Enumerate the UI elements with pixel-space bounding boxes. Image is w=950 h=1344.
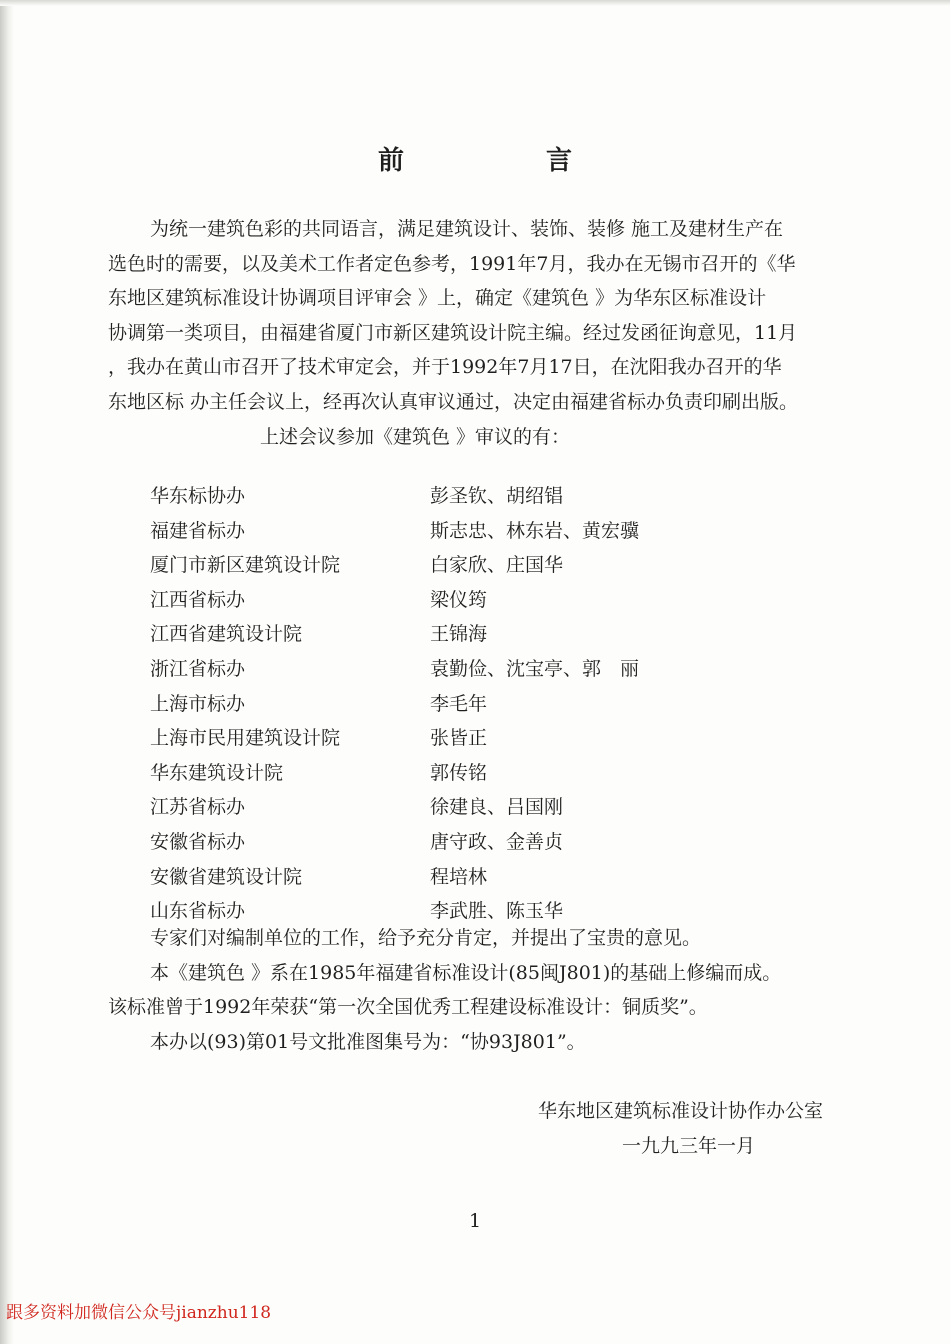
closing-paragraph <box>108 921 868 1059</box>
member-organization: 江苏省标办 <box>150 796 246 819</box>
member-names: 梁仪筠 <box>430 588 488 611</box>
page-title: 前 言 <box>377 146 630 176</box>
member-row <box>150 721 710 756</box>
paragraph-line: 该标准曾于1992年荣获“第一次全国优秀工程建设标准设计：铜质奖”。 <box>108 996 708 1019</box>
review-member-list <box>150 479 710 929</box>
member-names: 斯志忠、林东岩、黄宏骥 <box>430 519 640 542</box>
member-row <box>150 860 710 895</box>
member-row <box>150 617 710 652</box>
member-names: 白家欣、庄国华 <box>430 554 564 577</box>
member-organization: 安徽省建筑设计院 <box>150 865 303 888</box>
member-organization: 江西省建筑设计院 <box>150 623 303 646</box>
member-organization: 厦门市新区建筑设计院 <box>150 554 341 577</box>
member-names: 袁勤俭、沈宝亭、郭 丽 <box>430 657 640 680</box>
member-row <box>150 652 710 687</box>
signature-date: 一九九三年一月 <box>622 1135 756 1157</box>
member-names: 李武胜、陈玉华 <box>430 900 564 923</box>
member-names: 郭传铭 <box>430 761 488 784</box>
member-organization: 福建省标办 <box>150 519 246 542</box>
member-organization: 上海市民用建筑设计院 <box>150 727 341 750</box>
member-organization: 江西省标办 <box>150 588 246 611</box>
member-organization: 上海市标办 <box>150 692 246 715</box>
member-row <box>150 479 710 514</box>
paragraph-line: 本办以(93)第01号文批准图集号为：“协93J801”。 <box>150 1030 586 1053</box>
paragraph-line: 为统一建筑色彩的共同语言，满足建筑设计、装饰、装修 施工及建材生产在 <box>150 218 784 240</box>
watermark-text: 跟多资料加微信公众号jianzhu118 <box>6 1303 272 1323</box>
page-binding-shadow <box>0 0 14 1344</box>
paragraph-line: 协调第一类项目，由福建省厦门市新区建筑设计院主编。经过发函征询意见，11月 <box>108 321 798 344</box>
member-row <box>150 825 710 860</box>
member-row <box>150 687 710 722</box>
member-names: 彭圣钦、胡绍锠 <box>430 485 564 507</box>
member-names: 徐建良、吕国刚 <box>430 796 564 819</box>
member-names: 程培林 <box>430 865 488 888</box>
member-names: 李毛年 <box>430 692 488 715</box>
paragraph-line: 选色时的需要，以及美术工作者定色参考，1991年7月，我办在无锡市召开的《华 <box>108 252 796 275</box>
member-organization: 华东标协办 <box>150 485 246 507</box>
member-organization: 浙江省标办 <box>150 657 246 680</box>
paragraph-line: 东地区标 办主任会议上，经再次认真审议通过，决定由福建省标办负责印刷出版。 <box>108 390 799 413</box>
preface-paragraph <box>108 212 856 454</box>
paragraph-line: ，我办在黄山市召开了技术审定会，并于1992年7月17日，在沈阳我办召开的华 <box>108 356 782 379</box>
member-row <box>150 790 710 825</box>
member-row <box>150 514 710 549</box>
member-names: 张皆正 <box>430 727 488 750</box>
member-row <box>150 583 710 618</box>
member-organization: 安徽省标办 <box>150 830 246 853</box>
member-organization: 华东建筑设计院 <box>150 761 284 784</box>
paragraph-line: 本《建筑色 》系在1985年福建省标准设计(85闽J801)的基础上修编而成。 <box>150 961 782 984</box>
page-top-shadow <box>0 0 950 6</box>
member-row <box>150 756 710 791</box>
paragraph-line: 上述会议参加《建筑色 》审议的有： <box>260 425 571 448</box>
paragraph-line: 东地区建筑标准设计协调项目评审会 》上，确定《建筑色 》为华东区标准设计 <box>108 287 767 310</box>
paragraph-line: 专家们对编制单位的工作，给予充分肯定，并提出了宝贵的意见。 <box>150 927 702 949</box>
member-names: 唐守政、金善贞 <box>430 830 564 853</box>
member-organization: 山东省标办 <box>150 900 246 923</box>
member-row <box>150 548 710 583</box>
member-names: 王锦海 <box>430 623 488 646</box>
signature-organization: 华东地区建筑标准设计协作办公室 <box>538 1100 824 1122</box>
page-number: 1 <box>468 1210 482 1232</box>
